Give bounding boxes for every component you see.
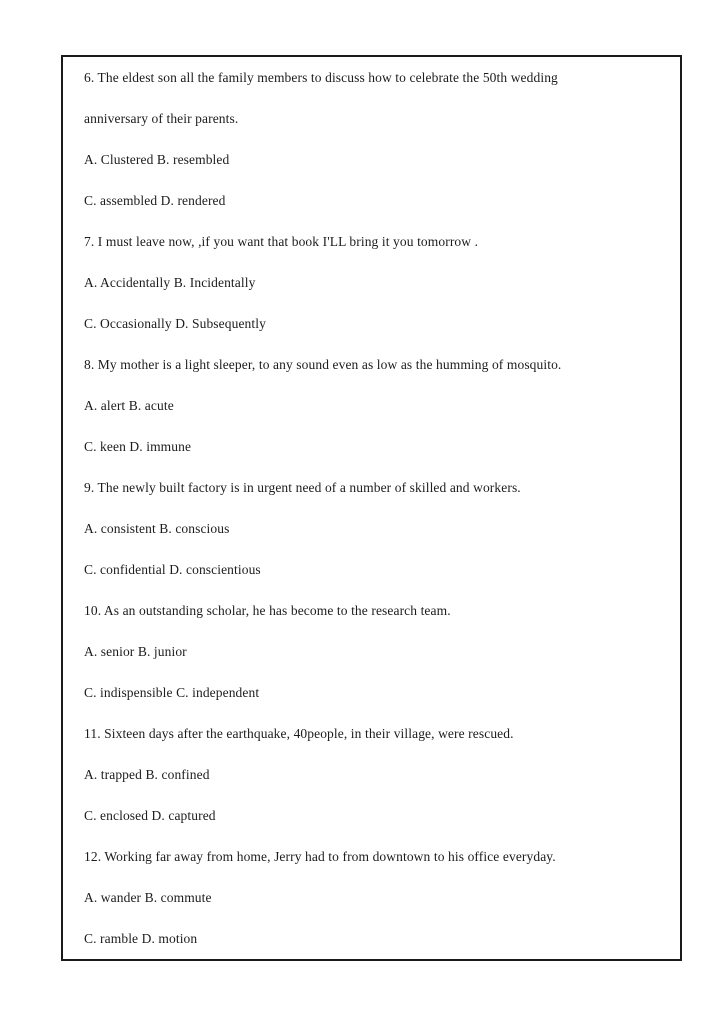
question-7-options-ab: A. Accidentally B. Incidentally	[84, 275, 256, 290]
question-6-options-cd: C. assembled D. rendered	[84, 193, 226, 208]
question-12-options-cd: C. ramble D. motion	[84, 931, 198, 946]
question-12-stem: 12. Working far away from home, Jerry had to from downtown to his office everyday.	[84, 849, 556, 864]
question-7-stem: 7. I must leave now, ,if you want that book I'LL bring it you tomorrow .	[84, 234, 479, 249]
question-8-stem: 8. My mother is a light sleeper, to any sound even as low as the humming of mosquito.	[84, 357, 562, 372]
question-9-stem: 9. The newly built factory is in urgent need of a number of skilled and workers.	[84, 480, 521, 495]
question-6-options-ab: A. Clustered B. resembled	[84, 152, 230, 167]
question-11-options-cd: C. enclosed D. captured	[84, 808, 216, 823]
question-6-stem-line-2: anniversary of their parents.	[84, 111, 239, 126]
question-10-options-cd: C. indispensible C. independent	[84, 685, 260, 700]
question-10-stem: 10. As an outstanding scholar, he has become to the research team.	[84, 603, 451, 618]
document-border-frame	[61, 55, 682, 961]
question-9-options-cd: C. confidential D. conscientious	[84, 562, 261, 577]
question-7-options-cd: C. Occasionally D. Subsequently	[84, 316, 266, 331]
question-9-options-ab: A. consistent B. conscious	[84, 521, 230, 536]
question-6-stem-line-1: 6. The eldest son all the family members to discuss how to celebrate the 50th wedding	[84, 70, 558, 85]
question-8-options-cd: C. keen D. immune	[84, 439, 192, 454]
question-12-options-ab: A. wander B. commute	[84, 890, 212, 905]
question-10-options-ab: A. senior B. junior	[84, 644, 187, 659]
question-8-options-ab: A. alert B. acute	[84, 398, 174, 413]
question-11-options-ab: A. trapped B. confined	[84, 767, 210, 782]
question-11-stem: 11. Sixteen days after the earthquake, 40people, in their village, were rescued.	[84, 726, 514, 741]
